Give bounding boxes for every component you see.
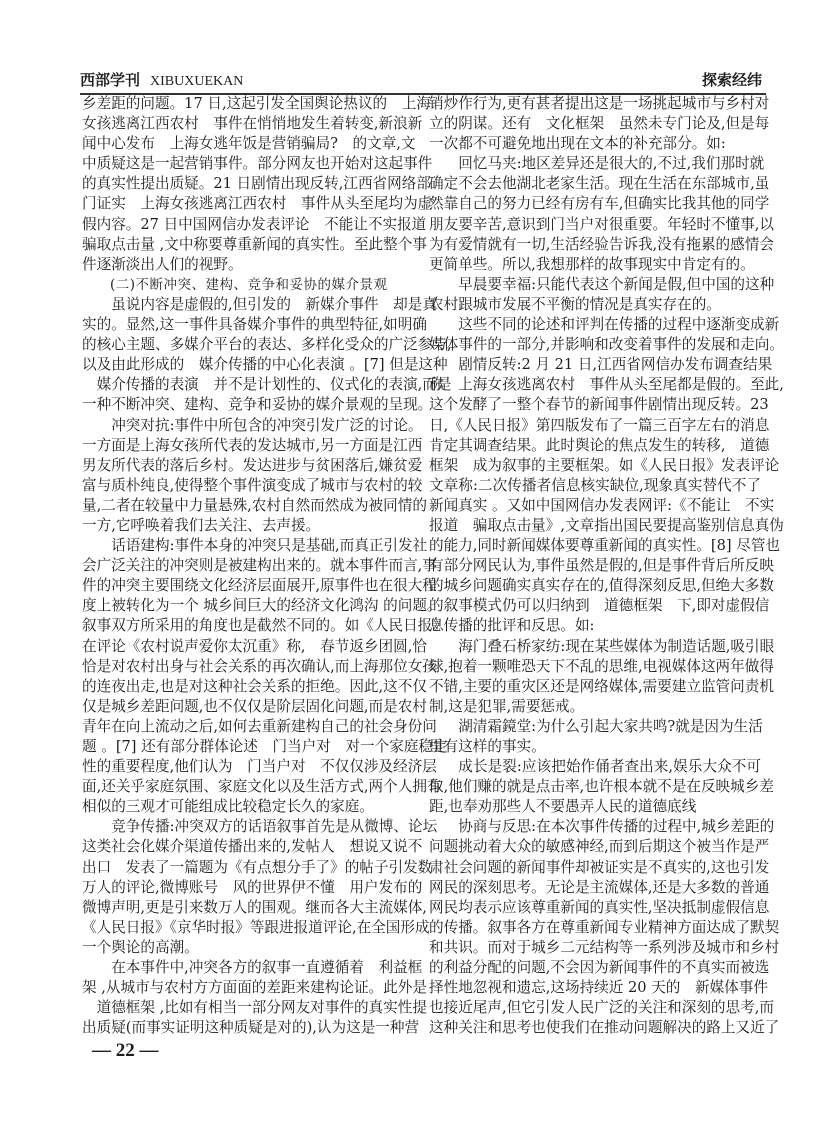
section-title: 探索经纬 [701,71,762,89]
text-line: 微博声明,更是引来数万人的围观。继而各大主流媒体, [82,898,427,916]
text-line: 量,二者在较量中力量悬殊,农村自然而然成为被同情的 [82,496,427,514]
text-line: 日,《人民日报》第四版发布了一篇三百字左右的消息 [429,416,770,434]
text-line: 出质疑(而事实证明这种质疑是对的),认为这是一种营 [82,1019,420,1037]
text-line: 一方面是上海女孩所代表的发达城市,另一方面是江西 [82,436,423,454]
text-line: 门证实 上海女孩逃离江西农村 事件从头至尾均为虚 [82,195,433,213]
text-line: 恰是对农村出身与社会关系的再次确认,而上海那位女孩 [82,657,437,675]
text-line: 这种关注和思考也使我们在推动问题解决的路上又近了 [429,1019,780,1037]
left-column [82,94,452,1038]
text-line: 朋友要辛苦,意识到门当户对很重要。年轻时不懂事,以 [429,215,774,233]
text-line: 度上被转化为一个 城乡间巨大的经济文化鸿沟 的问题。 [82,597,442,615]
text-line: 问题挑动着大众的敏感神经,而到后期这个被当作是严 [429,838,770,856]
text-line: 中质疑这是一起营销事件。部分网友也开始对这起事件 [82,155,433,173]
text-line: 里有这样的事实。 [429,738,546,755]
text-line: 一方,它呼唤着我们去关注、去声援。 [82,516,321,534]
text-line: 以及由此形成的 媒介传播的中心化表演 。[7] 但是这种 [82,356,448,374]
text-line: 的能力,同时新闻媒体要尊重新闻的真实性。[8] 尽管也 [429,537,781,555]
text-line: 为有爱情就有一切,生活经验告诉我,没有拖累的感情会 [429,235,774,253]
text-line: 回忆马夹:地区差异还是很大的,不过,我们那时就 [429,155,765,173]
text-line: 的城乡问题确实真实存在的,值得深刻反思,但绝大多数 [429,577,774,595]
text-line: 假内容。27 日中国网信办发表评论 不能让不实报道 [82,215,427,233]
text-line: 肯定其调查结果。此时舆论的焦点发生的转移, 道德 [429,436,770,454]
text-line: 网民均表示应该尊重新闻的真实性,坚决抵制虚假信息 [429,898,770,916]
text-line: 的连夜出走,也是对这种社会关系的拒绝。因此,这不仅 [82,677,427,695]
text-line: 万人的评论,微博账号 风的世界伊不懂 用户发布的 [82,878,423,896]
text-line: 这些不同的论述和评判在传播的过程中逐渐变成新 [429,316,780,334]
text-line: 肃社会问题的新闻事件却被证实是不真实的,这也引发 [429,858,770,876]
text-line: 件的冲突主要围绕文化经济层面展开,原事件也在很大程 [82,577,437,595]
journal-title [80,69,243,90]
text-line: 海门叠石桥家纺:现在某些媒体为制造话题,吸引眼 [429,637,775,655]
text-line: 湖清霜鏡堂:为什么引起大家共鸣?就是因为生活 [429,717,763,735]
text-line: 冲突对抗:事件中所包含的冲突引发广泛的讨论。 [82,416,423,434]
text-line: 在本事件中,冲突各方的叙事一直遵循着 利益框 [82,959,423,977]
section-heading: (二)不断冲突、建构、竞争和妥协的媒介景观 [82,276,388,293]
text-line: 更简单些。所以,我想那样的故事现实中肯定有的。 [429,255,755,273]
text-line: 距,也奉劝那些人不要愚弄人民的道德底线 [429,798,697,816]
text-line: 择性地忽视和遗忘,这场持续近 20 天的 新媒体事件 [429,979,768,997]
text-line: 会广泛关注的冲突则是被建构出来的。就本事件而言,事 [82,557,437,575]
text-line: 确定不会去他湖北老家生活。现在生活在东部城市,虽 [429,175,770,193]
text-line: 媒介传播的表演 并不是计划性的、仪式化的表演,而是 [82,376,452,394]
text-line: 和共识。而对于城乡二元结构等一系列涉及城市和乡村 [429,938,780,956]
text-line: 有部分网民认为,事件虽然是假的,但是事件背后所反映 [429,557,774,575]
journal-name-en: XIBUXUEKAN [150,74,244,89]
text-line: 报道 骗取点击量》,文章指出国民要提高鉴别信息真伪 [429,516,784,534]
text-line: 闻中心发布 上海女逃年饭是营销骗局? 的文章,文 [82,135,416,153]
text-line: 媒体事件的一部分,并影响和改变着事件的发展和走向。 [429,336,784,354]
text-line: 面,还关乎家庭氛围、家庭文化以及生活方式,两个人拥有 [82,778,442,796]
text-line: 文章称:二次传播者信息核实缺位,现象真实替代不了 [429,476,761,494]
text-line: 架 ,从城市与农村方方面面的差距来建构论证。此外是 [82,979,427,997]
text-line: 农村跟城市发展不平衡的情况是真实存在的。 [429,295,721,313]
text-line: 息传播的批评和反思。如: [429,617,595,635]
text-line: 话语建构:事件本身的冲突只是基础,而真正引发社 [82,537,428,555]
page-number: — 22 — [92,1040,159,1061]
text-line: 性的重要程度,他们认为 门当户对 不仅仅涉及经济层 [82,758,437,776]
text-line: 这类社会化媒介渠道传播出来的,发帖人 想说又说不 [82,838,423,856]
text-line: 立的阴谋。还有 文化框架 虽然未专门论及,但是每 [429,115,770,133]
text-line: 球,抱着一颗唯恐天下不乱的思维,电视媒体这两年做得 [429,657,774,675]
text-line: 制,这是犯罪,需要惩戒。 [429,697,585,715]
text-line: 件逐渐淡出人们的视野。 [82,255,243,273]
text-line: 协商与反思:在本次事件传播的过程中,城乡差距的 [429,818,775,836]
text-line: 的利益分配的问题,不会因为新闻事件的不真实而被选 [429,959,770,977]
text-line: 的叙事模式仍可以归纳到 道德框架 下,即对虚假信 [429,597,770,615]
journal-name-cn: 西部学刊 [80,71,141,89]
text-line: 在评论《农村说声爱你太沉重》称, 春节返乡团圆,恰 [82,637,427,655]
text-line: 不错,主要的重灾区还是网络媒体,需要建立监管问责机 [429,677,774,695]
text-line: 竞争传播:冲突双方的话语叙事首先是从微博、论坛 [82,818,438,836]
text-line: 框架 成为叙事的主要框架。如《人民日报》发表评论 [429,456,780,474]
text-line: 《人民日报》《京华时报》等跟进报道评论,在全国形成 [82,918,430,936]
text-line: 的传播。叙事各方在尊重新闻专业精神方面达成了默契 [429,918,780,936]
text-line: 道德框架 ,比如有相当一部分网友对事件的真实性提 [82,999,427,1017]
text-line: 网民的深刻思考。无论是主流媒体,还是大多数的普通 [429,878,770,896]
text-line: 然靠自己的努力已经有房有车,但确实比我其他的同学 [429,195,770,213]
text-line: 一种不断冲突、建构、竞争和妥协的媒介景观的呈现。 [82,396,433,414]
running-header [80,70,766,92]
text-line: 一次都不可避免地出现在文本的补充部分。如: [429,135,726,153]
text-line: 骗取点击量 ,文中称要尊重新闻的真实性。至此整个事 [82,235,427,253]
text-line: 这个发酵了一整个春节的新闻事件剧情出现反转。23 [429,396,769,414]
text-line: 早晨要幸福:只能代表这个新闻是假,但中国的这种 [429,275,775,293]
text-line: 的真实性提出质疑。21 日剧情出现反转,江西省网络部 [82,175,431,193]
text-line: 男友所代表的落后乡村。发达进步与贫困落后,嫌贫爱 [82,456,423,474]
text-line: 乡差距的问题。17 日,这起引发全国舆论热议的 上海 [82,95,431,112]
text-line: 剧情反转:2 月 21 日,江西省网信办发布调查结果 [429,356,773,374]
text-line: 称 上海女孩逃离农村 事件从头至尾都是假的。至此, [429,376,784,394]
text-line: 成长是裂:应该把始作俑者查出来,娱乐大众不可 [429,758,761,776]
text-line: 仅是城乡差距问题,也不仅仅是阶层固化问题,而是农村 [82,697,427,715]
text-line: 实的。显然,这一事件具备媒介事件的典型特征,如明确 [82,316,427,334]
text-line: 出口 发表了一篇题为《有点想分手了》的帖子引发数 [82,858,433,876]
right-column [429,94,784,1038]
text-line: 相似的三观才可能组成比较稳定长久的家庭。 [82,798,374,816]
text-line: 新闻真实 。又如中国网信办发表网评:《不能让 不实 [429,496,775,514]
text-line: 也接近尾声,但它引发人民广泛的关注和深刻的思考,而 [429,999,774,1017]
text-line: 销炒作行为,更有甚者提出这是一场挑起城市与乡村对 [429,95,770,112]
text-line: 虽说内容是虚假的,但引发的 新媒介事件 却是真 [82,295,437,313]
text-line: 叙事双方所采用的角度也是截然不同的。如《人民日报》 [82,617,447,635]
text-line: 题 。[7] 还有部分群体论述 门当户对 对一个家庭稳定 [82,738,448,755]
text-line: 女孩逃离江西农村 事件在悄悄地发生着转变,新浪新 [82,115,423,133]
text-line: 富与质朴纯良,使得整个事件演变成了城市与农村的较 [82,476,423,494]
text-line: 青年在向上流动之后,如何去重新建构自己的社会身份问 [82,717,437,735]
text-line: 一个舆论的高潮。 [82,938,199,956]
text-line: 取,他们赚的就是点击率,也许根本就不是在反映城乡差 [429,778,774,796]
text-line: 的核心主题、多媒介平台的表达、多样化受众的广泛参与, [82,336,452,354]
